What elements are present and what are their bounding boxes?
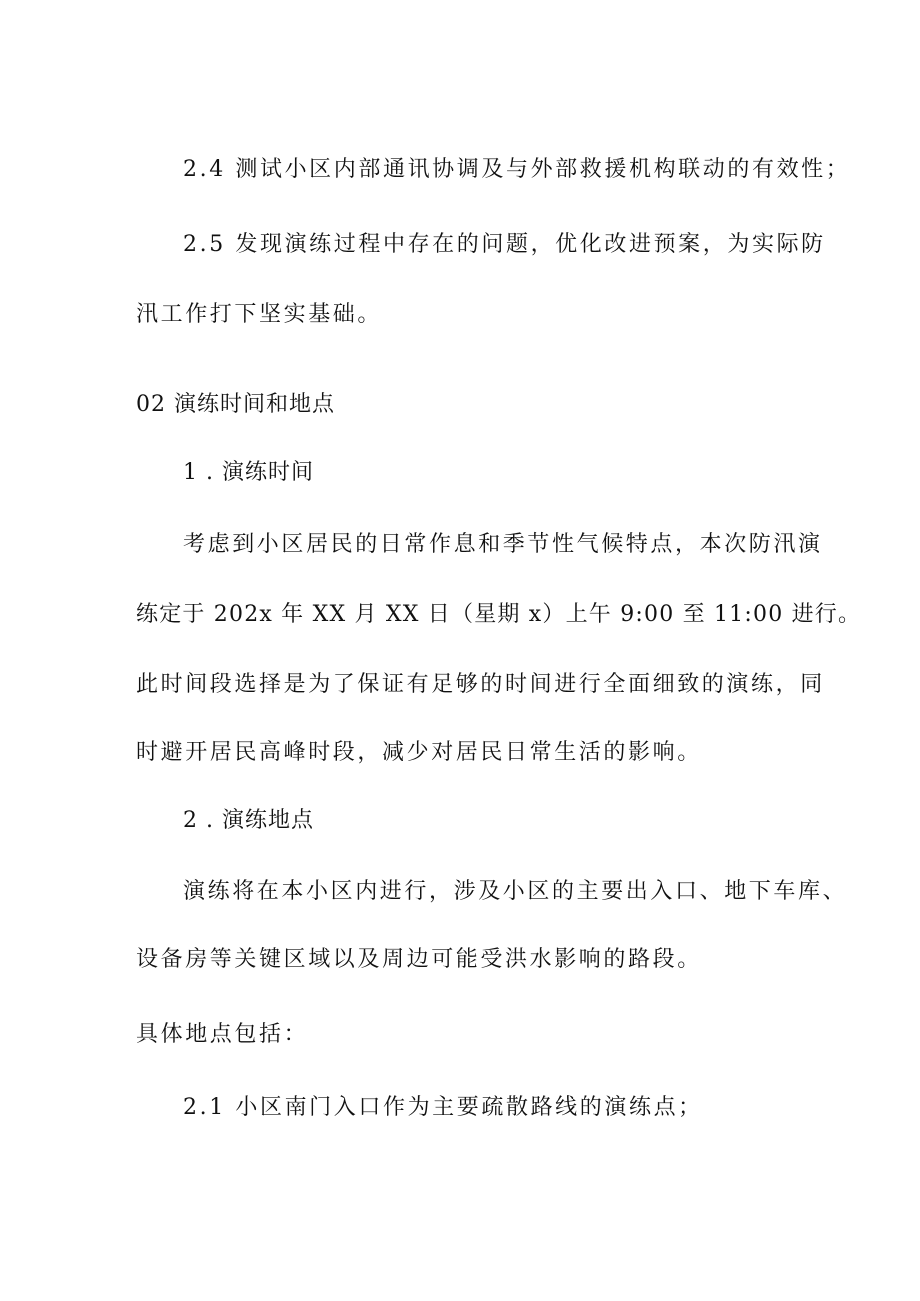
location-paragraph-line-1: 演练将在本小区内进行，涉及小区的主要出入口、地下车库、 bbox=[183, 879, 848, 904]
subheading-1-time: 1 . 演练时间 bbox=[183, 460, 314, 485]
subheading-2-location: 2 . 演练地点 bbox=[183, 808, 314, 833]
section-heading-02: 02 演练时间和地点 bbox=[136, 392, 335, 417]
time-paragraph-line-1: 考虑到小区居民的日常作息和季节性气候特点，本次防汛演 bbox=[183, 532, 823, 557]
time-paragraph-line-2: 练定于 202x 年 XX 月 XX 日（星期 x）上午 9:00 至 11:00 进行。 bbox=[136, 602, 862, 627]
paragraph-2-5-line-1: 2.5 发现演练过程中存在的问题，优化改进预案，为实际防 bbox=[183, 232, 826, 257]
location-list-intro: 具体地点包括： bbox=[136, 1022, 309, 1047]
time-paragraph-line-4: 时避开居民高峰时段，减少对居民日常生活的影响。 bbox=[136, 740, 702, 765]
location-paragraph-line-2: 设备房等关键区域以及周边可能受洪水影响的路段。 bbox=[136, 947, 702, 972]
paragraph-2-4: 2.4 测试小区内部通讯协调及与外部救援机构联动的有效性； bbox=[183, 157, 851, 182]
paragraph-2-5-line-2: 汛工作打下坚实基础。 bbox=[136, 302, 383, 327]
time-paragraph-line-3: 此时间段选择是为了保证有足够的时间进行全面细致的演练，同 bbox=[136, 672, 825, 697]
location-item-2-1: 2.1 小区南门入口作为主要疏散路线的演练点； bbox=[183, 1095, 703, 1120]
